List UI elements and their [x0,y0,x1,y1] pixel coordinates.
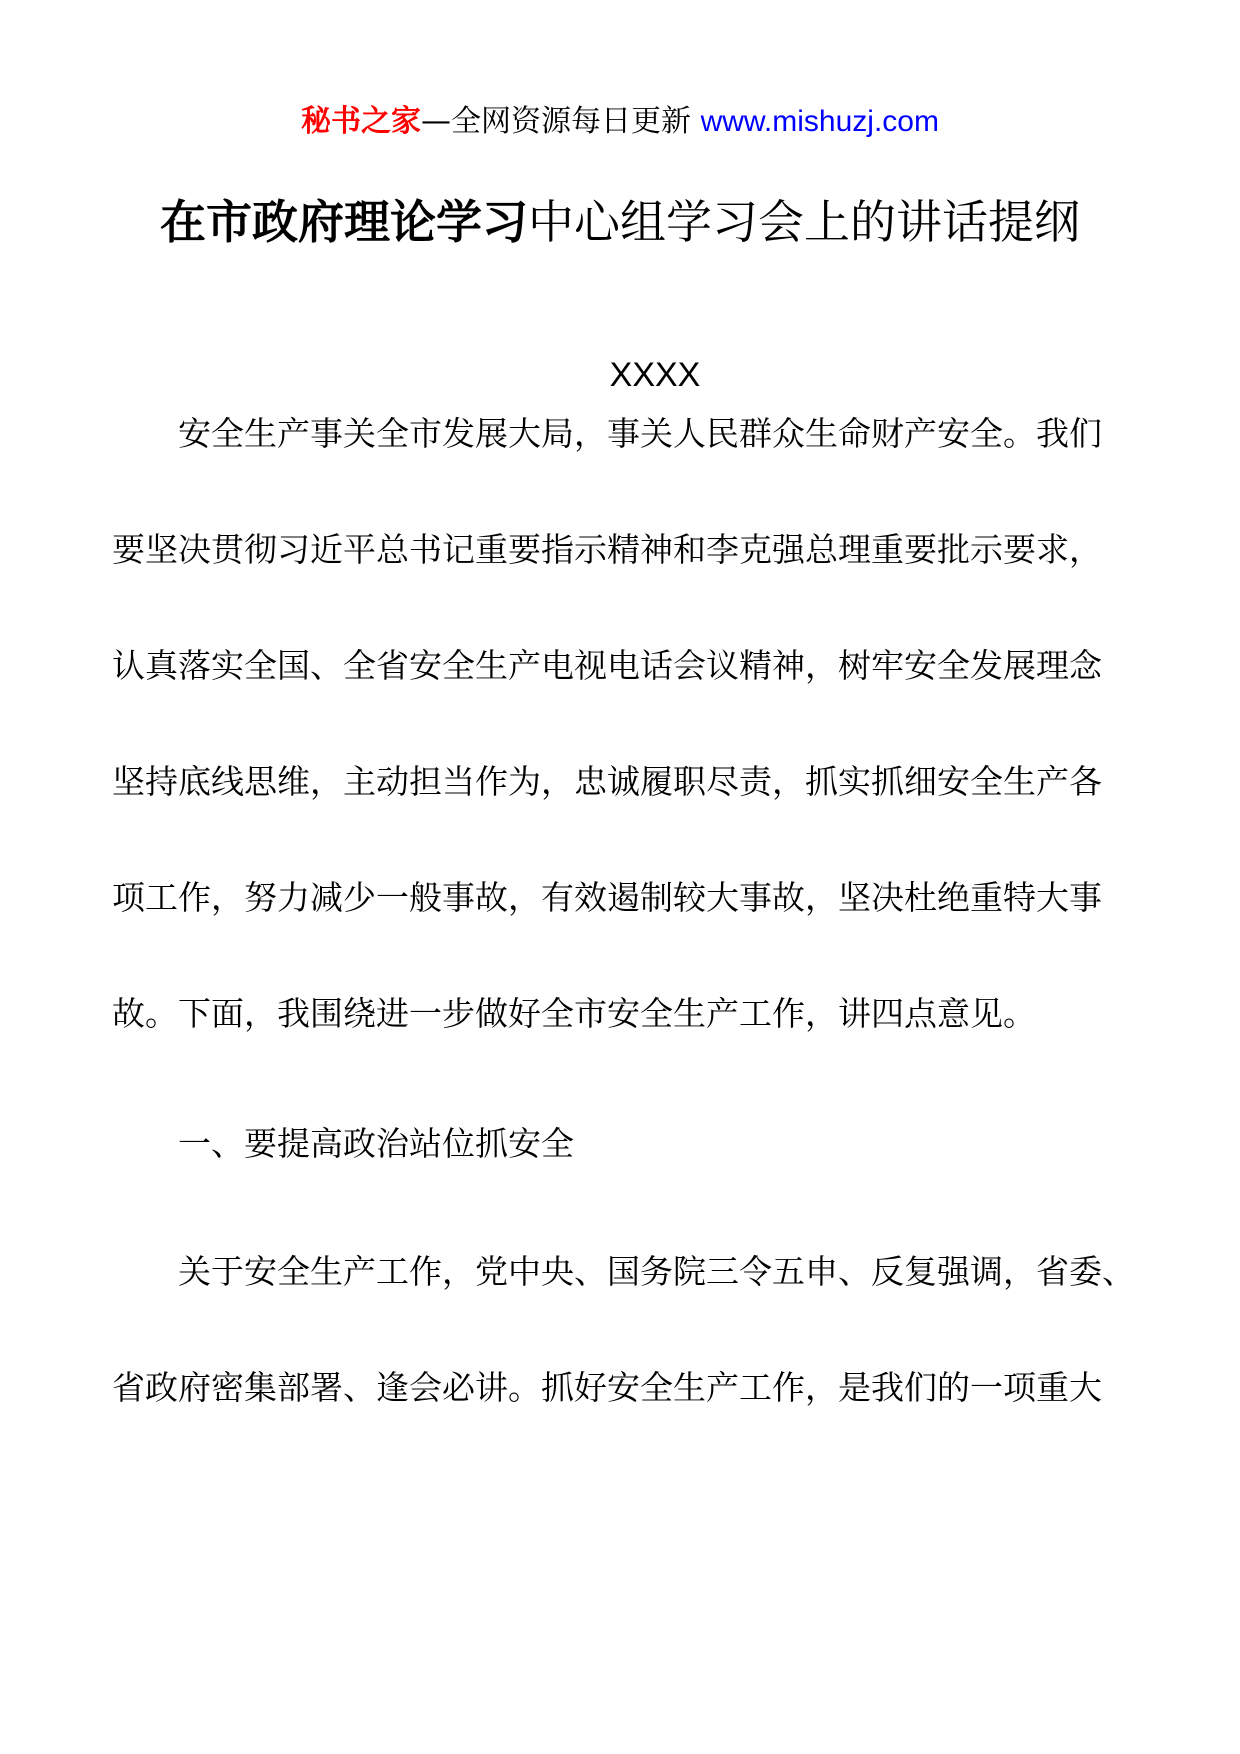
site-banner [0,100,1240,144]
paragraph-line: 认真落实全国、全省安全生产电视电话会议精神，树牢安全发展理念 [112,646,1102,685]
banner-tagline: —全网资源每日更新 [421,104,692,139]
paragraph-line: 省政府密集部署、逢会必讲。抓好安全生产工作，是我们的一项重大 [112,1368,1102,1407]
document-title [0,190,1240,254]
paragraph-line: 故。下面，我围绕进一步做好全市安全生产工作，讲四点意见。 [112,994,1036,1033]
title-bold-part: 在市政府理论学习 [160,195,528,249]
paragraph-line: 要坚决贯彻习近平总书记重要指示精神和李克强总理重要批示要求， [112,530,1102,569]
paragraph-line: 项工作，努力减少一般事故，有效遏制较大事故，坚决杜绝重特大事 [112,878,1102,917]
paragraph-line: 关于安全生产工作，党中央、国务院三令五申、反复强调，省委、 [178,1252,1135,1291]
section-heading: 一、要提高政治站位抓安全 [178,1124,574,1163]
brand-name: 秘书之家 [301,104,422,139]
title-regular-part: 中心组学习会上的讲话提纲 [528,195,1080,249]
paragraph-line: 坚持底线思维，主动担当作为，忠诚履职尽责，抓实抓细安全生产各 [112,762,1102,801]
author-name: XXXX [609,356,701,394]
website-link[interactable]: www.mishuzj.com [700,105,939,138]
paragraph-line: 安全生产事关全市发展大局，事关人民群众生命财产安全。我们 [178,414,1102,453]
